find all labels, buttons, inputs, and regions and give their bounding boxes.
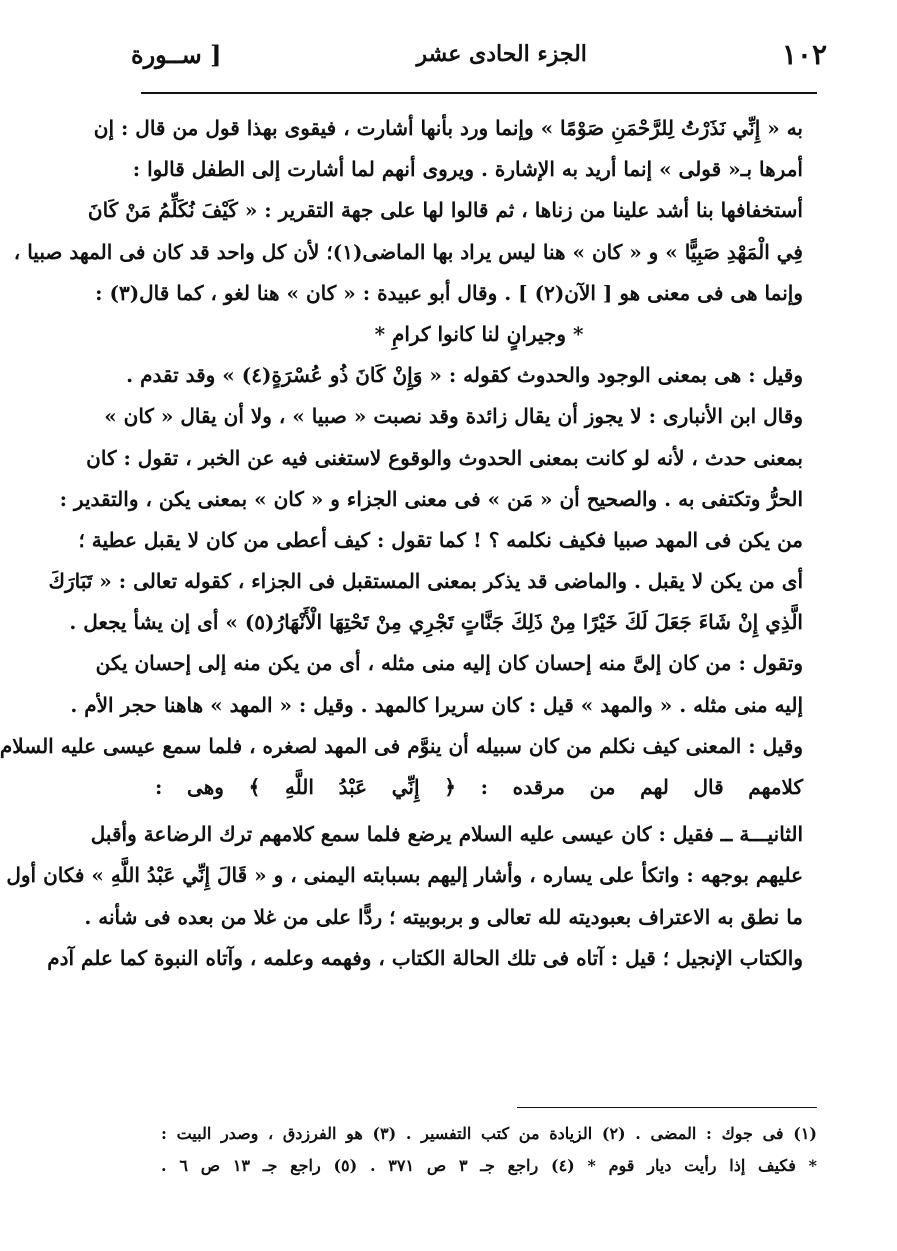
body-line: من يكن فى المهد صبيا فكيف نكلمه ؟ ! كما تقول : كيف أعطى من كان لا يقبل عطية ؛ xyxy=(78,527,803,552)
body-line: أى من يكن لا يقبل . والماضى قد يذكر بمعنى المستقبل فى الجزاء ، كقوله تعالى : « تَبَارَكَ xyxy=(48,569,803,594)
body-line: والكتاب الإنجيل ؛ قيل : آتاه فى تلك الحالة الكتاب ، وفهمه وعلمه ، وآتاه النبوة كما علم آدم xyxy=(47,945,803,970)
body-line: كلامهم قال لهم من مرقده : ﴿ إِنِّي عَبْدُ اللَّهِ ﴾ وهى : xyxy=(155,775,803,799)
body-line: وإنما هى فى معنى هو [ الآن(٢) ] . وقال أبو عبيدة : « كان » هنا لغو ، كما قال(٣) : xyxy=(95,280,803,305)
footnote-line: * فكيف إذا رأيت ديار قوم * (٤) راجع جـ ٣ ص ٣٧١ . (٥) راجع جـ ١٣ ص ٦ . xyxy=(161,1156,818,1175)
body-line: وقيل : المعنى كيف نكلم من كان سبيله أن ينوَّم فى المهد لصغره ، فلما سمع عيسى عليه السلام xyxy=(0,733,803,758)
surah-label: [ ســورة xyxy=(131,39,222,69)
body-line: عليهم بوجهه : واتكأ على يساره ، وأشار إليهم بسبابته اليمنى ، و « قَالَ إِنِّي عَبْدُ اللَّهِ » فكان أول xyxy=(6,863,803,888)
footnote-rule xyxy=(517,1107,817,1108)
poetry-verse: * وجيرانٍ لنا كانوا كرامِ * xyxy=(374,321,584,346)
body-line: بمعنى حدث ، لأنه لو كانت بمعنى الحدوث والوقوع لاستغنى فيه عن الخبر ، تقول : كان xyxy=(86,445,803,470)
body-line: الَّذِي إِنْ شَاءَ جَعَلَ لَكَ خَيْرًا مِنْ ذَلِكَ جَنَّاتٍ تَجْرِي مِنْ تَحْتِهَا الْأَنْهَارُ(٥) » أى إن يشأ يجعل . xyxy=(69,610,803,635)
body-line: إليه منى مثله . « والمهد » قيل : كان سريرا كالمهد . وقيل : « المهد » هاهنا حجر الأم . xyxy=(70,692,803,717)
page-number: ١٠٢ xyxy=(781,37,827,71)
body-line: وتقول : من كان إلىَّ منه إحسان كان إليه منى مثله ، أى من يكن منه إلى إحسان يكن xyxy=(95,651,803,676)
body-line: ما نطق به الاعتراف بعبوديته لله تعالى و بربوبيته ؛ ردًّا على من غلا من بعده فى شأنه . xyxy=(84,904,803,929)
body-line: وقيل : هى بمعنى الوجود والحدوث كقوله : « وَإِنْ كَانَ ذُو عُسْرَةٍ(٤) » وقد تقدم . xyxy=(126,363,803,388)
body-line: أمرها بـ« قولى » إنما أريد به الإشارة . ويروى أنهم لما أشارت إلى الطفل قالوا : xyxy=(132,157,803,182)
page-header xyxy=(131,30,827,78)
footnote-line: (١) فى جوك : المضى . (٢) الزيادة من كتب التفسير . (٣) هو الفرزدق ، وصدر البيت : xyxy=(161,1124,817,1143)
body-line: وقال ابن الأنبارى : لا يجوز أن يقال زائدة وقد نصبت « صبيا » ، ولا أن يقال « كان » xyxy=(104,404,803,429)
body-text xyxy=(0,108,803,1098)
body-line: الحرُّ وتكتفى به . والصحيح أن « مَن » فى معنى الجزاء و « كان » بمعنى يكن ، والتقدير : xyxy=(59,486,803,511)
body-line: به « إِنِّي نَذَرْتُ لِلرَّحْمَنِ صَوْمًا » وإنما ورد بأنها أشارت ، فيقوى بهذا قول من قال : إن xyxy=(93,116,803,140)
header-rule xyxy=(141,92,817,94)
section-heading-line: الثانيـــة ــ فقيل : كان عيسى عليه السلام يرضع فلما سمع كلامهم ترك الرضاعة وأقبل xyxy=(90,822,803,847)
body-line: أستخفافها بنا أشد علينا من زناها ، ثم قالوا لها على جهة التقرير : « كَيْفَ نُكَلِّمُ مَنْ كَانَ xyxy=(87,198,803,223)
running-title: الجزء الحادى عشر xyxy=(416,41,587,67)
footnotes xyxy=(161,1118,817,1182)
body-line: فِي الْمَهْدِ صَبِيًّا » و « كان » هنا ليس يراد بها الماضى(١)؛ لأن كل واحد قد كان فى المهد صبيا ، xyxy=(13,239,803,264)
